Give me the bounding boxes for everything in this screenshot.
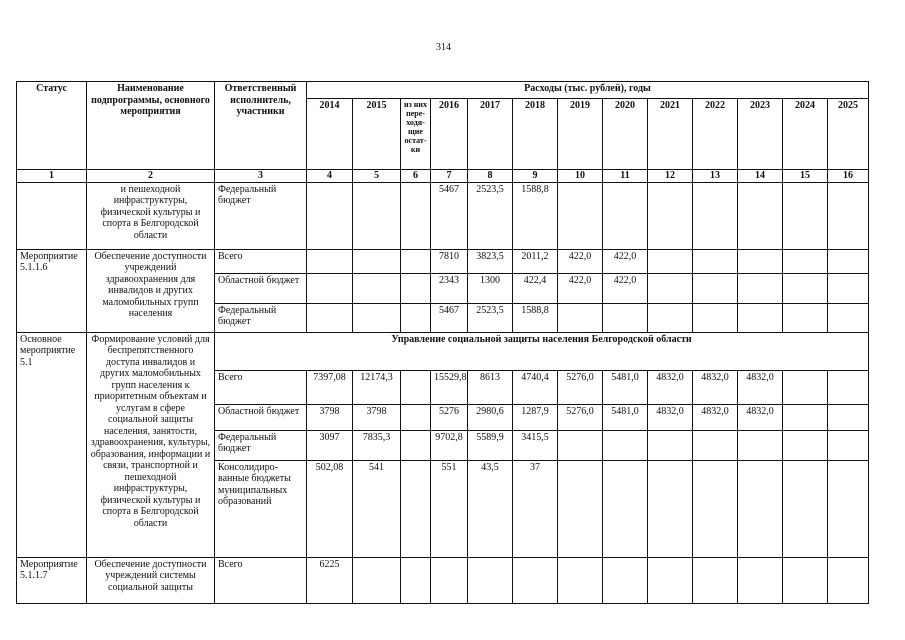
value-cell: [513, 557, 558, 603]
column-number: 9: [513, 170, 558, 183]
value-cell: [353, 249, 401, 273]
value-cell: 6225: [307, 557, 353, 603]
status-cell: [17, 182, 87, 249]
value-cell: [307, 182, 353, 249]
value-cell: [401, 273, 431, 303]
value-cell: [353, 182, 401, 249]
value-cell: [648, 249, 693, 273]
value-cell: 9702,8: [431, 430, 468, 460]
header-status: Статус: [17, 82, 87, 170]
column-number: 2: [87, 170, 215, 183]
name-cell: Обеспечение доступности учреждений здравоохранения для инвалидов и других маломобильных групп населения: [87, 249, 215, 332]
value-cell: 5276,0: [558, 404, 603, 430]
column-number: 3: [215, 170, 307, 183]
value-cell: 4832,0: [738, 370, 783, 404]
value-cell: 12174,3: [353, 370, 401, 404]
name-cell: и пешеходной инфраструктуры, физической культуры и спорта в Белгородской области: [87, 182, 215, 249]
value-cell: [828, 404, 869, 430]
value-cell: 4832,0: [693, 370, 738, 404]
year-header: 2021: [648, 99, 693, 170]
value-cell: [431, 557, 468, 603]
year-header: 2025: [828, 99, 869, 170]
status-cell: Основное мероприятие 5.1: [17, 332, 87, 557]
value-cell: 5589,9: [468, 430, 513, 460]
table-row: [17, 332, 869, 370]
responsible-org: Управление социальной защиты населения Белгородской области: [215, 332, 869, 370]
value-cell: [558, 557, 603, 603]
value-cell: [648, 430, 693, 460]
value-cell: [828, 249, 869, 273]
value-cell: [783, 404, 828, 430]
value-cell: [828, 370, 869, 404]
value-cell: 7835,3: [353, 430, 401, 460]
value-cell: [738, 182, 783, 249]
value-cell: 422,0: [558, 249, 603, 273]
column-number: 1: [17, 170, 87, 183]
value-cell: [648, 460, 693, 557]
value-cell: [783, 460, 828, 557]
value-cell: [401, 303, 431, 332]
header-row: [17, 82, 869, 99]
value-cell: [401, 404, 431, 430]
value-cell: 5276,0: [558, 370, 603, 404]
value-cell: 8613: [468, 370, 513, 404]
status-cell: Мероприятие 5.1.1.6: [17, 249, 87, 332]
value-cell: [828, 182, 869, 249]
value-cell: [558, 182, 603, 249]
value-cell: 2523,5: [468, 182, 513, 249]
year-header: 2020: [603, 99, 648, 170]
value-cell: 5467: [431, 303, 468, 332]
value-cell: [603, 430, 648, 460]
value-cell: [307, 303, 353, 332]
column-number: 5: [353, 170, 401, 183]
value-cell: 5481,0: [603, 404, 648, 430]
column-number: 6: [401, 170, 431, 183]
value-cell: [648, 273, 693, 303]
value-cell: [783, 557, 828, 603]
value-cell: [783, 303, 828, 332]
value-cell: [693, 249, 738, 273]
column-number: 10: [558, 170, 603, 183]
value-cell: 541: [353, 460, 401, 557]
year-header: 2022: [693, 99, 738, 170]
executor-cell: Всего: [215, 249, 307, 273]
executor-cell: Федеральный бюджет: [215, 430, 307, 460]
header-expenses: Расходы (тыс. рублей), годы: [307, 82, 869, 99]
value-cell: [783, 182, 828, 249]
header-name: Наименование подпрограммы, основного мероприятия: [87, 82, 215, 170]
value-cell: [693, 273, 738, 303]
value-cell: [738, 249, 783, 273]
column-number: 16: [828, 170, 869, 183]
value-cell: 1588,8: [513, 303, 558, 332]
column-number: 12: [648, 170, 693, 183]
year-header: 2017: [468, 99, 513, 170]
value-cell: [648, 557, 693, 603]
carryover-header: из них пере-ходя-щие остат-ки: [401, 99, 431, 170]
value-cell: 422,4: [513, 273, 558, 303]
value-cell: 4832,0: [648, 370, 693, 404]
value-cell: 4740,4: [513, 370, 558, 404]
executor-cell: Всего: [215, 370, 307, 404]
value-cell: [603, 182, 648, 249]
executor-cell: Консолидиро-ванные бюджеты муниципальных образований: [215, 460, 307, 557]
executor-cell: Областной бюджет: [215, 404, 307, 430]
value-cell: [828, 460, 869, 557]
value-cell: 7810: [431, 249, 468, 273]
value-cell: 4832,0: [693, 404, 738, 430]
value-cell: 3823,5: [468, 249, 513, 273]
value-cell: [558, 303, 603, 332]
column-number: 11: [603, 170, 648, 183]
value-cell: 5276: [431, 404, 468, 430]
value-cell: [828, 273, 869, 303]
value-cell: 7397,08: [307, 370, 353, 404]
value-cell: [558, 460, 603, 557]
value-cell: 422,0: [558, 273, 603, 303]
value-cell: 502,08: [307, 460, 353, 557]
table-row: [17, 557, 869, 603]
value-cell: 551: [431, 460, 468, 557]
value-cell: [353, 557, 401, 603]
value-cell: [828, 430, 869, 460]
value-cell: 1300: [468, 273, 513, 303]
year-header: 2019: [558, 99, 603, 170]
year-header: 2016: [431, 99, 468, 170]
value-cell: 4832,0: [738, 404, 783, 430]
value-cell: 2523,5: [468, 303, 513, 332]
column-number: 8: [468, 170, 513, 183]
value-cell: 3097: [307, 430, 353, 460]
value-cell: [307, 273, 353, 303]
value-cell: 422,0: [603, 249, 648, 273]
value-cell: [828, 557, 869, 603]
value-cell: [603, 303, 648, 332]
status-cell: Мероприятие 5.1.1.7: [17, 557, 87, 603]
value-cell: [738, 303, 783, 332]
column-number-row: [17, 170, 869, 183]
value-cell: [401, 249, 431, 273]
year-header: 2014: [307, 99, 353, 170]
budget-table: [16, 81, 869, 604]
value-cell: 2343: [431, 273, 468, 303]
year-header: 2015: [353, 99, 401, 170]
value-cell: [603, 557, 648, 603]
header-executor: Ответственный исполнитель, участники: [215, 82, 307, 170]
value-cell: [401, 430, 431, 460]
table-row: [17, 182, 869, 249]
value-cell: [353, 303, 401, 332]
column-number: 15: [783, 170, 828, 183]
executor-cell: Федеральный бюджет: [215, 182, 307, 249]
column-number: 13: [693, 170, 738, 183]
value-cell: [353, 273, 401, 303]
value-cell: 3798: [307, 404, 353, 430]
value-cell: [603, 460, 648, 557]
value-cell: 43,5: [468, 460, 513, 557]
value-cell: [693, 460, 738, 557]
executor-cell: Федеральный бюджет: [215, 303, 307, 332]
value-cell: 4832,0: [648, 404, 693, 430]
value-cell: 5467: [431, 182, 468, 249]
value-cell: [401, 557, 431, 603]
value-cell: [738, 273, 783, 303]
value-cell: [648, 303, 693, 332]
name-cell: Формирование условий для беспрепятственного доступа инвалидов и других маломобильных групп населения к приоритетным объектам и услугам в сфере социальной защиты населения, занятости, здравоохранения, культуры, образования, информации и связи, транспортной и пешеходной инфраструктуры, физической культуры и спорта в Белгородской области: [87, 332, 215, 557]
value-cell: [558, 430, 603, 460]
value-cell: [468, 557, 513, 603]
executor-cell: Областной бюджет: [215, 273, 307, 303]
value-cell: [307, 249, 353, 273]
column-number: 4: [307, 170, 353, 183]
value-cell: 1287,9: [513, 404, 558, 430]
value-cell: [738, 557, 783, 603]
year-header: 2023: [738, 99, 783, 170]
column-number: 7: [431, 170, 468, 183]
value-cell: [693, 182, 738, 249]
year-header: 2018: [513, 99, 558, 170]
value-cell: [828, 303, 869, 332]
name-cell: Обеспечение доступности учреждений системы социальной защиты: [87, 557, 215, 603]
value-cell: [783, 273, 828, 303]
value-cell: 5481,0: [603, 370, 648, 404]
value-cell: [783, 370, 828, 404]
table-row: [17, 249, 869, 273]
year-header: 2024: [783, 99, 828, 170]
value-cell: [738, 460, 783, 557]
value-cell: [693, 303, 738, 332]
value-cell: [401, 182, 431, 249]
value-cell: 15529,8: [431, 370, 468, 404]
value-cell: [401, 370, 431, 404]
value-cell: 3415,5: [513, 430, 558, 460]
value-cell: [738, 430, 783, 460]
value-cell: 3798: [353, 404, 401, 430]
value-cell: 2980,6: [468, 404, 513, 430]
value-cell: [648, 182, 693, 249]
executor-cell: Всего: [215, 557, 307, 603]
value-cell: [693, 430, 738, 460]
value-cell: [783, 249, 828, 273]
value-cell: [401, 460, 431, 557]
value-cell: [783, 430, 828, 460]
value-cell: 2011,2: [513, 249, 558, 273]
value-cell: 1588,8: [513, 182, 558, 249]
page-number: 314: [436, 42, 451, 53]
value-cell: 37: [513, 460, 558, 557]
column-number: 14: [738, 170, 783, 183]
value-cell: [693, 557, 738, 603]
value-cell: 422,0: [603, 273, 648, 303]
